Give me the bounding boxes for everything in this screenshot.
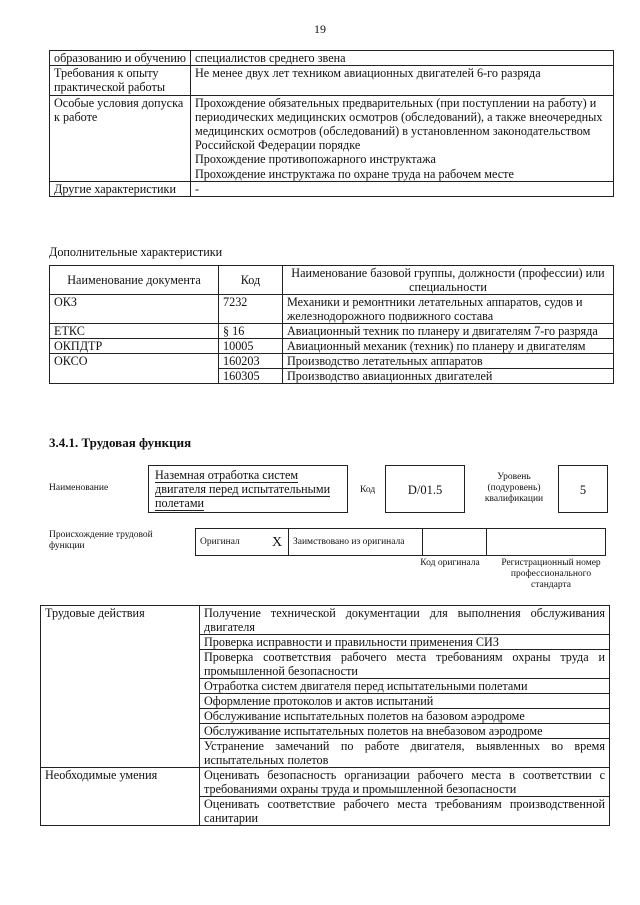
table-row <box>50 95 614 181</box>
origin-table <box>195 528 606 556</box>
code-cell: 160203 <box>219 354 283 369</box>
row-value: Прохождение обязательных предварительных (при поступлении на работу) и периодических медицинских осмотров (обследований), а также внеочередных медицинских осмотров (обследований) в установленном законодательством Российской Федерации порядке Прохождение противопожарного инструктажа Прохождение инструктажа по охране труда на рабочем месте <box>191 95 614 181</box>
row-label: Другие характеристики <box>50 181 191 196</box>
skills-label: Необходимые умения <box>41 768 200 826</box>
table-row <box>50 324 614 339</box>
section-caption: Дополнительные характеристики <box>49 245 223 259</box>
function-heading: 3.4.1. Трудовая функция <box>49 435 192 450</box>
code-cell: 7232 <box>219 295 283 324</box>
name-cell: Авиационный техник по планеру и двигателям 7-го разряда <box>283 324 614 339</box>
table-row <box>41 606 610 635</box>
table-header-row <box>50 266 614 295</box>
row-value: - <box>191 181 614 196</box>
table-row <box>50 354 614 369</box>
action-item: Отработка систем двигателя перед испытательными полетами <box>200 679 610 694</box>
borrowed-label: Заимствовано из оригинала <box>289 529 423 556</box>
actions-label: Трудовые действия <box>41 606 200 768</box>
reg-number-cell <box>487 529 606 556</box>
qualification-level: 5 <box>558 465 608 513</box>
requirements-table <box>49 50 614 197</box>
code-cell: 10005 <box>219 339 283 354</box>
action-item: Устранение замечаний по работе двигателя, выявленных во время испытательных полетов <box>200 739 610 768</box>
doc-cell: ОКЗ <box>50 295 219 324</box>
action-item: Обслуживание испытательных полетов на внебазовом аэродроме <box>200 724 610 739</box>
functions-table <box>40 605 610 826</box>
action-item: Проверка соответствия рабочего места требованиям охраны труда и промышленной безопасности <box>200 650 610 679</box>
code-original-cell <box>423 529 487 556</box>
doc-cell: ОКПДТР <box>50 339 219 354</box>
function-code: D/01.5 <box>385 465 465 513</box>
row-label: Особые условия допуска к работе <box>50 95 191 181</box>
table-row <box>196 529 606 556</box>
code-cell: 160305 <box>219 369 283 384</box>
action-item: Проверка исправности и правильности применения СИЗ <box>200 635 610 650</box>
action-item: Оформление протоколов и актов испытаний <box>200 694 610 709</box>
name-cell: Авиационный механик (техник) по планеру и двигателям <box>283 339 614 354</box>
level-label: Уровень (подуровень) квалификации <box>484 472 544 504</box>
table-row <box>41 768 610 797</box>
name-label: Наименование <box>49 483 109 493</box>
table-row <box>50 181 614 196</box>
function-name: Наземная отработка систем двигателя перед испытательными полетами <box>155 468 331 510</box>
original-mark: X <box>266 529 289 556</box>
column-header: Наименование базовой группы, должности (профессии) или специальности <box>283 266 614 295</box>
table-row <box>50 51 614 66</box>
code-label: Код <box>360 485 376 495</box>
column-header: Код <box>219 266 283 295</box>
row-label: образованию и обучению <box>50 51 191 66</box>
page-number: 19 <box>314 22 326 36</box>
action-item: Обслуживание испытательных полетов на базовом аэродроме <box>200 709 610 724</box>
action-item: Получение технической документации для выполнения обслуживания двигателя <box>200 606 610 635</box>
skill-item: Оценивать соответствие рабочего места требованиям производственной санитарии <box>200 797 610 826</box>
name-cell: Механики и ремонтники летательных аппаратов, судов и железнодорожного подвижного состава <box>283 295 614 324</box>
origin-label: Происхождение трудовой функции <box>49 530 153 551</box>
table-row <box>50 339 614 354</box>
additional-characteristics-table <box>49 265 614 384</box>
table-row <box>50 295 614 324</box>
original-label: Оригинал <box>196 529 267 556</box>
row-label: Требования к опыту практической работы <box>50 66 191 95</box>
column-header: Наименование документа <box>50 266 219 295</box>
table-row <box>50 66 614 95</box>
doc-cell: ЕТКС <box>50 324 219 339</box>
code-cell: § 16 <box>219 324 283 339</box>
function-name-box <box>148 465 348 513</box>
code-original-label: Код оригинала <box>420 558 480 568</box>
name-cell: Производство летательных аппаратов <box>283 354 614 369</box>
reg-number-label: Регистрационный номер профессионального стандарта <box>501 558 601 590</box>
doc-cell: ОКСО <box>50 354 219 384</box>
name-cell: Производство авиационных двигателей <box>283 369 614 384</box>
row-value: Не менее двух лет техником авиационных двигателей 6-го разряда <box>191 66 614 95</box>
skill-item: Оценивать безопасность организации рабочего места в соответствии с требованиями охраны труда и промышленной безопасности <box>200 768 610 797</box>
row-value: специалистов среднего звена <box>191 51 614 66</box>
